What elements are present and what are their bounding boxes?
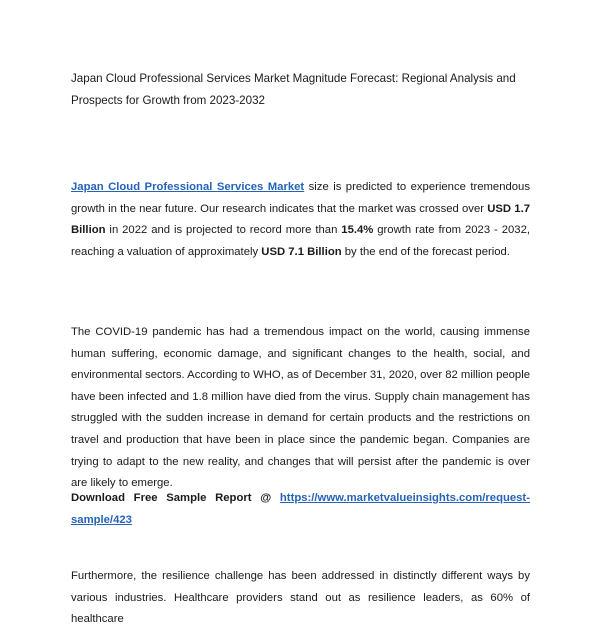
document-title: Japan Cloud Professional Services Market Magnitude Forecast: Regional Analysis and Prospects for Growth from 2023-2032 — [71, 72, 516, 107]
at-symbol: @ — [260, 492, 272, 504]
market-link[interactable]: Japan Cloud Professional Services Market — [71, 181, 305, 193]
intro-paragraph — [71, 177, 530, 263]
intro-text-3: growth rate from 2023 - 2032, reaching a valuation of approximately — [71, 224, 530, 258]
download-word: Download — [71, 492, 125, 504]
market-value-forecast: USD 7.1 Billion — [261, 245, 342, 258]
sample-word: Sample — [166, 492, 207, 504]
sample-report-link[interactable]: https://www.marketvalueinsights.com/request- — [279, 492, 530, 504]
intro-text-4: by the end of the forecast period. — [341, 245, 510, 258]
download-line — [71, 488, 530, 510]
resilience-paragraph: Furthermore, the resilience challenge has been addressed in distinctly different ways by various industries. Healthcare providers stand out as resilience leaders, as 60% of healthcare — [71, 570, 530, 626]
intro-text-2: in 2022 and is projected to record more than — [105, 224, 342, 237]
download-paragraph — [71, 488, 530, 531]
free-word: Free — [133, 492, 158, 504]
intro-text-1: size is predicted to experience tremendous growth in the near future. Our research indicates that the market was crossed over — [71, 181, 530, 215]
growth-rate: 15.4% — [341, 224, 374, 237]
report-word: Report — [215, 492, 252, 504]
market-value-2022: USD 1.7 Billion — [71, 202, 530, 237]
sample-report-link-continued[interactable]: sample/423 — [71, 513, 132, 526]
covid-paragraph: The COVID-19 pandemic has had a tremendous impact on the world, causing immense human suffering, economic damage, and significant changes to the health, social, and environmental sectors. According to WHO, as of December 31, 2020, over 82 million people have been infected and 1.8 million have died from the virus. Supply chain management has struggled with the sudden increase in demand for certain products and the restrictions on travel and production that have been in place since the pandemic began. Companies are trying to adapt to the new reality, and changes that will persist after the pandemic is over are likely to emerge. — [71, 326, 531, 490]
